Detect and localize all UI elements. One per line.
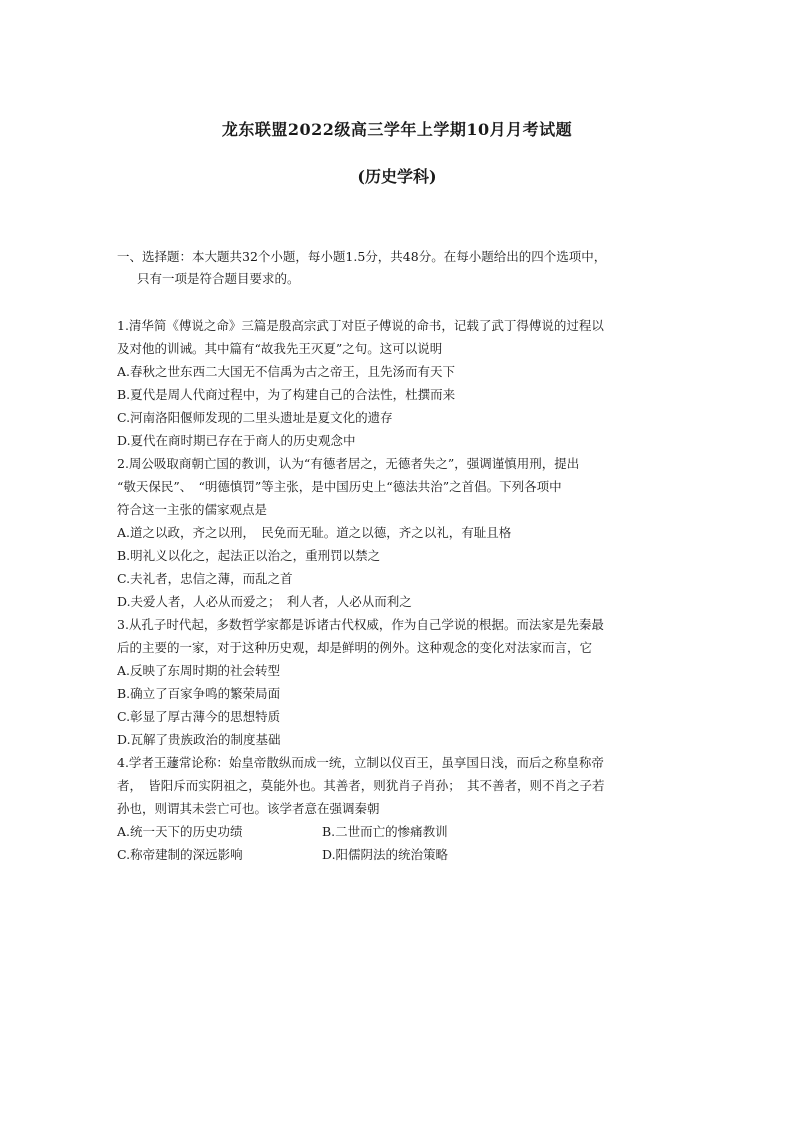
question-stem-line: 者， 皆阳斥而实阴祖之，莫能外也。其善者，则犹肖子肖孙； 其不善者，则不肖之子若 [117,778,605,793]
question-stem-line: 符合这一主张的儒家观点是 [117,502,268,517]
option-c: C.称帝建制的深远影响 [117,847,243,862]
option-c: C.河南洛阳偃师发现的二里头遗址是夏文化的遗存 [117,410,393,425]
question-stem-line: 及对他的训诫。其中篇有“故我先王灭夏”之句。这可以说明 [117,341,443,356]
option-a: A.统一天下的历史功绩 [117,824,243,839]
option-a: A.春秋之世东西二大国无不信禹为古之帝王，且先汤而有天下 [117,364,456,379]
question-stem-line: “敬天保民”、 “明德慎罚”等主张，是中国历史上“德法共治”之首倡。下列各项中 [117,479,562,494]
option-d: D.阳儒阴法的统治策略 [322,847,449,862]
exam-title: 龙东联盟2022级高三学年上学期10月月考试题 [221,120,573,139]
section-instructions-line-2: 只有一项是符合题目要求的。 [137,271,300,286]
option-d: D.夏代在商时期已存在于商人的历史观念中 [117,433,356,448]
question-stem-line: 后的主要的一家，对于这种历史观，却是鲜明的例外。这种观念的变化对法家而言，它 [117,640,593,655]
section-instructions-line-1: 一、选择题：本大题共32个小题，每小题1.5分，共48分。在每小题给出的四个选项中， [117,249,607,264]
option-b: B.明礼义以化之，起法正以治之，重刑罚以禁之 [117,548,381,563]
option-d: D.瓦解了贵族政治的制度基础 [117,732,281,747]
option-c: C.彰显了厚古薄今的思想特质 [117,709,281,724]
option-b: B.确立了百家争鸣的繁荣局面 [117,686,281,701]
option-c: C.夫礼者，忠信之薄，而乱之首 [117,571,293,586]
option-row [117,843,689,866]
option-row [117,820,689,843]
option-b: B.二世而亡的惨痛教训 [322,824,448,839]
question-stem-line: 2.周公吸取商朝亡国的教训，认为“有德者居之，无德者失之”，强调谨慎用刑，提出 [117,456,580,471]
question-2 [117,452,689,613]
question-stem-line: 4.学者王蘧常论称：始皇帝散纵而成一统，立制以仪百王，虽享国日浅，而后之称皇称帝 [117,755,604,770]
question-stem-line: 1.清华简《傅说之命》三篇是殷高宗武丁对臣子傅说的命书，记载了武丁得傅说的过程以 [117,318,604,333]
option-b: B.夏代是周人代商过程中，为了构建自己的合法性，杜撰而来 [117,387,456,402]
question-1 [117,314,689,452]
option-a: A.反映了东周时期的社会转型 [117,663,281,678]
question-stem-line: 孙也，则谓其未尝亡可也。该学者意在强调秦朝 [117,801,380,816]
question-list [117,314,689,866]
question-stem-line: 3.从孔子时代起，多数哲学家都是诉诸古代权威，作为自己学说的根据。而法家是先秦最 [117,617,604,632]
section-instructions [117,246,687,290]
question-4 [117,751,689,866]
question-3 [117,613,689,751]
exam-subject: (历史学科) [357,167,437,186]
option-a: A.道之以政，齐之以刑， 民免而无耻。道之以德，齐之以礼，有耻且格 [117,525,512,540]
option-d: D.夫爱人者，人必从而爱之； 利人者，人必从而利之 [117,594,412,609]
